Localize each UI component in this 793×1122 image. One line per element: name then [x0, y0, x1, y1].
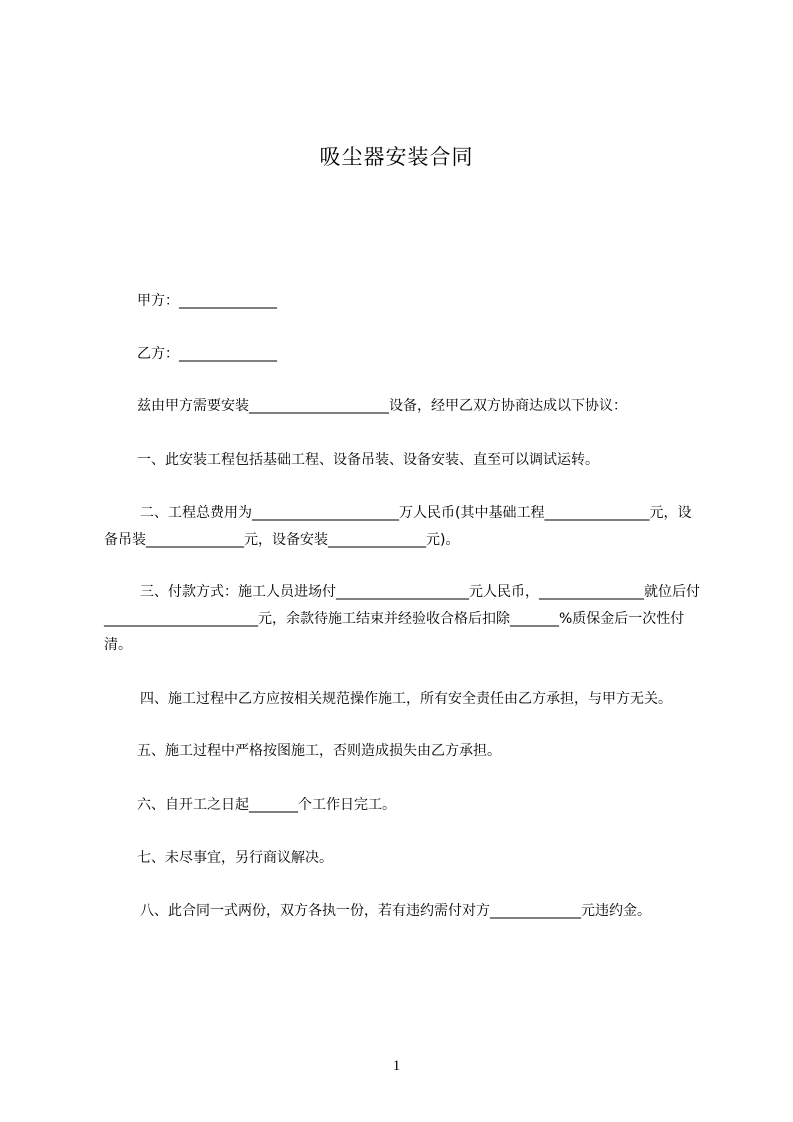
- clause-2-total-cost: 二、工程总费用为_____________________万人民币(其中基础工程_______________元，设备吊装______________元，设备安装______________元)。: [104, 505, 692, 548]
- clause-7-misc: 七、未尽事宜，另行商议解决。: [137, 850, 333, 866]
- clause-4-safety: 四、施工过程中乙方应按相关规范操作施工，所有安全责任由乙方承担，与甲方无关。: [140, 690, 672, 707]
- clause-1-scope: 一、此安装工程包括基础工程、设备吊装、设备安装、直至可以调试运转。: [137, 451, 599, 468]
- page-number: 1: [392, 1058, 401, 1074]
- clause-8-copies: 八、此合同一式两份，双方各执一份，若有违约需付对方_____________元违约金。: [140, 902, 651, 919]
- clause-5-construction: 五、施工过程中严格按图施工，否则造成损失由乙方承担。: [137, 743, 501, 759]
- document-title: 吸尘器安装合同: [319, 145, 474, 169]
- clause-6-completion: 六、自开工之日起_______个工作日完工。: [137, 796, 396, 813]
- party-a-line: 甲方：______________: [137, 293, 277, 309]
- party-b-line: 乙方：______________: [137, 345, 277, 362]
- contract-body: [104, 288, 702, 924]
- intro-clause: 兹由甲方需要安装____________________设备，经甲乙双方协商达成以下协议：: [137, 398, 627, 414]
- clause-3-payment: 三、付款方式：施工人员进场付___________________元人民币，_______________就位后付______________________元，余款待施工结束并经验收合格后扣除_______%质保金后一次性付清。: [104, 584, 700, 653]
